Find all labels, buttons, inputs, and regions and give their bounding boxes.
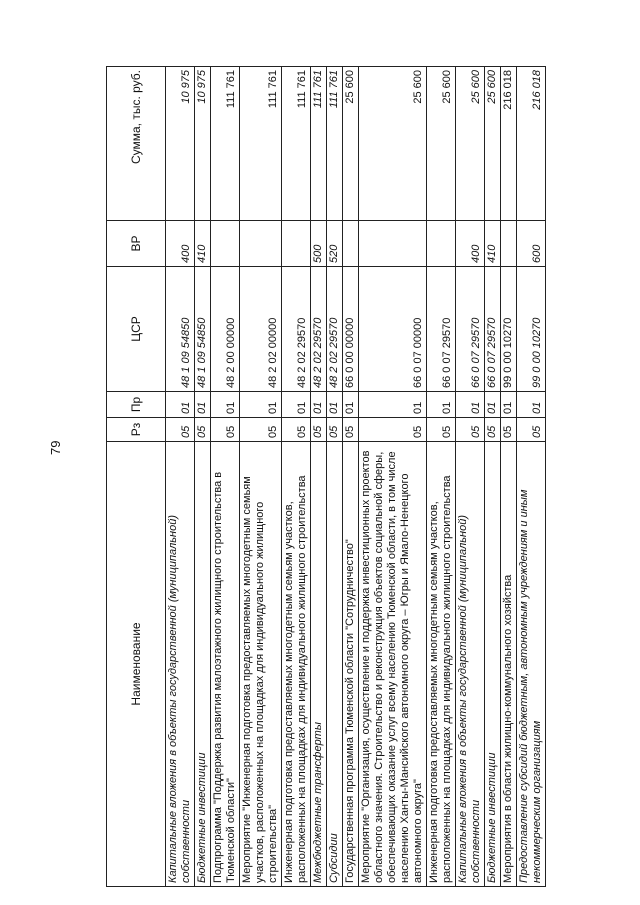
row-vr-cell: 600 [517,221,546,267]
row-vr-cell [211,221,240,267]
table-row [427,67,456,887]
row-rz-cell: 05 [282,418,311,442]
row-name-cell: Межбюджетные трансферты [311,442,327,887]
row-vr-cell: 400 [166,221,195,267]
row-pr-cell: 01 [343,392,359,418]
table-header-row [107,67,166,887]
row-rz-cell: 05 [359,418,427,442]
header-name: Наименование [107,442,166,887]
row-csr-cell: 66 0 07 29570 [456,267,485,392]
table-row [517,67,546,887]
row-vr-cell [359,221,427,267]
row-name-cell: Бюджетные инвестиции [485,442,501,887]
row-rz-cell: 05 [343,418,359,442]
table-row [211,67,240,887]
row-sum-cell: 111 761 [211,67,240,221]
row-csr-cell: 48 1 09 54850 [195,267,211,392]
table-row [485,67,501,887]
table-row [456,67,485,887]
row-vr-cell: 400 [456,221,485,267]
row-rz-cell: 05 [211,418,240,442]
row-sum-cell: 25 600 [485,67,501,221]
row-vr-cell: 410 [195,221,211,267]
row-sum-cell: 10 975 [195,67,211,221]
table-row [359,67,427,887]
row-pr-cell: 01 [311,392,327,418]
row-vr-cell: 410 [485,221,501,267]
row-name-cell: Мероприятие "Инженерная подготовка предоставляемых многодетным семьям участков, расположенных на площадках для индивидуального жилищного строительства" [240,442,282,887]
row-name-cell: Мероприятия в области жилищно-коммунального хозяйства [501,442,517,887]
table-row [501,67,517,887]
row-rz-cell: 05 [501,418,517,442]
table-row [240,67,282,887]
budget-table-rotated [106,67,544,887]
row-pr-cell: 01 [501,392,517,418]
row-vr-cell [282,221,311,267]
row-pr-cell: 01 [211,392,240,418]
row-csr-cell: 66 0 07 00000 [359,267,427,392]
row-name-cell: Капитальные вложения в объекты государственной (муниципальной) собственности [456,442,485,887]
row-rz-cell: 05 [327,418,343,442]
row-name-cell: Инженерная подготовка предоставляемых многодетным семьям участков, расположенных на площадках для индивидуального жилищного строительства [427,442,456,887]
row-pr-cell: 01 [166,392,195,418]
row-vr-cell: 500 [311,221,327,267]
budget-table [106,66,546,887]
row-rz-cell: 05 [311,418,327,442]
row-rz-cell: 05 [195,418,211,442]
row-csr-cell: 99 0 00 10270 [517,267,546,392]
row-csr-cell: 48 2 02 00000 [240,267,282,392]
row-csr-cell: 48 2 00 00000 [211,267,240,392]
header-vr: ВР [107,221,166,267]
row-vr-cell [343,221,359,267]
row-rz-cell: 05 [240,418,282,442]
row-sum-cell: 111 761 [327,67,343,221]
row-pr-cell: 01 [195,392,211,418]
row-name-cell: Мероприятие "Организация, осуществление и поддержка инвестиционных проектов областного значения. Строительство и реконструкция объектов социальной сферы, обеспечивающих оказание услуг всему населению Тюменской области, в том числе населению Ханты-Мансийского автономного округа – Югры и Ямало-Ненецкого автономного округа" [359,442,427,887]
row-sum-cell: 111 761 [311,67,327,221]
header-sum: Сумма, тыс. руб. [107,67,166,221]
header-pr: Пр [107,392,166,418]
table-row [327,67,343,887]
page-number: 79 [48,440,63,455]
row-vr-cell [240,221,282,267]
row-csr-cell: 99 0 00 10270 [501,267,517,392]
row-vr-cell [427,221,456,267]
row-rz-cell: 05 [427,418,456,442]
row-name-cell: Субсидии [327,442,343,887]
row-csr-cell: 66 0 07 29570 [427,267,456,392]
row-pr-cell: 01 [456,392,485,418]
row-sum-cell: 25 600 [343,67,359,221]
row-sum-cell: 25 600 [456,67,485,221]
table-row [166,67,195,887]
table-row [195,67,211,887]
row-pr-cell: 01 [359,392,427,418]
row-name-cell: Государственная программа Тюменской области "Сотрудничество" [343,442,359,887]
row-name-cell: Бюджетные инвестиции [195,442,211,887]
row-sum-cell: 25 600 [359,67,427,221]
row-pr-cell: 01 [282,392,311,418]
header-csr: ЦСР [107,267,166,392]
row-csr-cell: 48 1 09 54850 [166,267,195,392]
row-pr-cell: 01 [485,392,501,418]
table-row [282,67,311,887]
row-name-cell: Капитальные вложения в объекты государственной (муниципальной) собственности [166,442,195,887]
table-row [343,67,359,887]
row-pr-cell: 01 [517,392,546,418]
row-sum-cell: 111 761 [240,67,282,221]
row-rz-cell: 05 [517,418,546,442]
row-csr-cell: 66 0 00 00000 [343,267,359,392]
row-sum-cell: 216 018 [517,67,546,221]
row-csr-cell: 48 2 02 29570 [311,267,327,392]
row-rz-cell: 05 [485,418,501,442]
row-name-cell: Инженерная подготовка предоставляемых многодетным семьям участков, расположенных на площадках для индивидуального жилищного строительства [282,442,311,887]
row-rz-cell: 05 [166,418,195,442]
row-rz-cell: 05 [456,418,485,442]
table-row [311,67,327,887]
row-csr-cell: 48 2 02 29570 [282,267,311,392]
row-pr-cell: 01 [427,392,456,418]
row-name-cell: Предоставление субсидий бюджетным, автономным учреждениям и иным некоммерческим организациям [517,442,546,887]
row-vr-cell: 520 [327,221,343,267]
row-pr-cell: 01 [240,392,282,418]
row-name-cell: Подпрограмма "Поддержка развития малоэтажного жилищного строительства в Тюменской области" [211,442,240,887]
row-sum-cell: 25 600 [427,67,456,221]
row-csr-cell: 48 2 02 29570 [327,267,343,392]
header-rz: Рз [107,418,166,442]
row-pr-cell: 01 [327,392,343,418]
row-sum-cell: 111 761 [282,67,311,221]
row-sum-cell: 10 975 [166,67,195,221]
row-sum-cell: 216 018 [501,67,517,221]
row-csr-cell: 66 0 07 29570 [485,267,501,392]
row-vr-cell [501,221,517,267]
